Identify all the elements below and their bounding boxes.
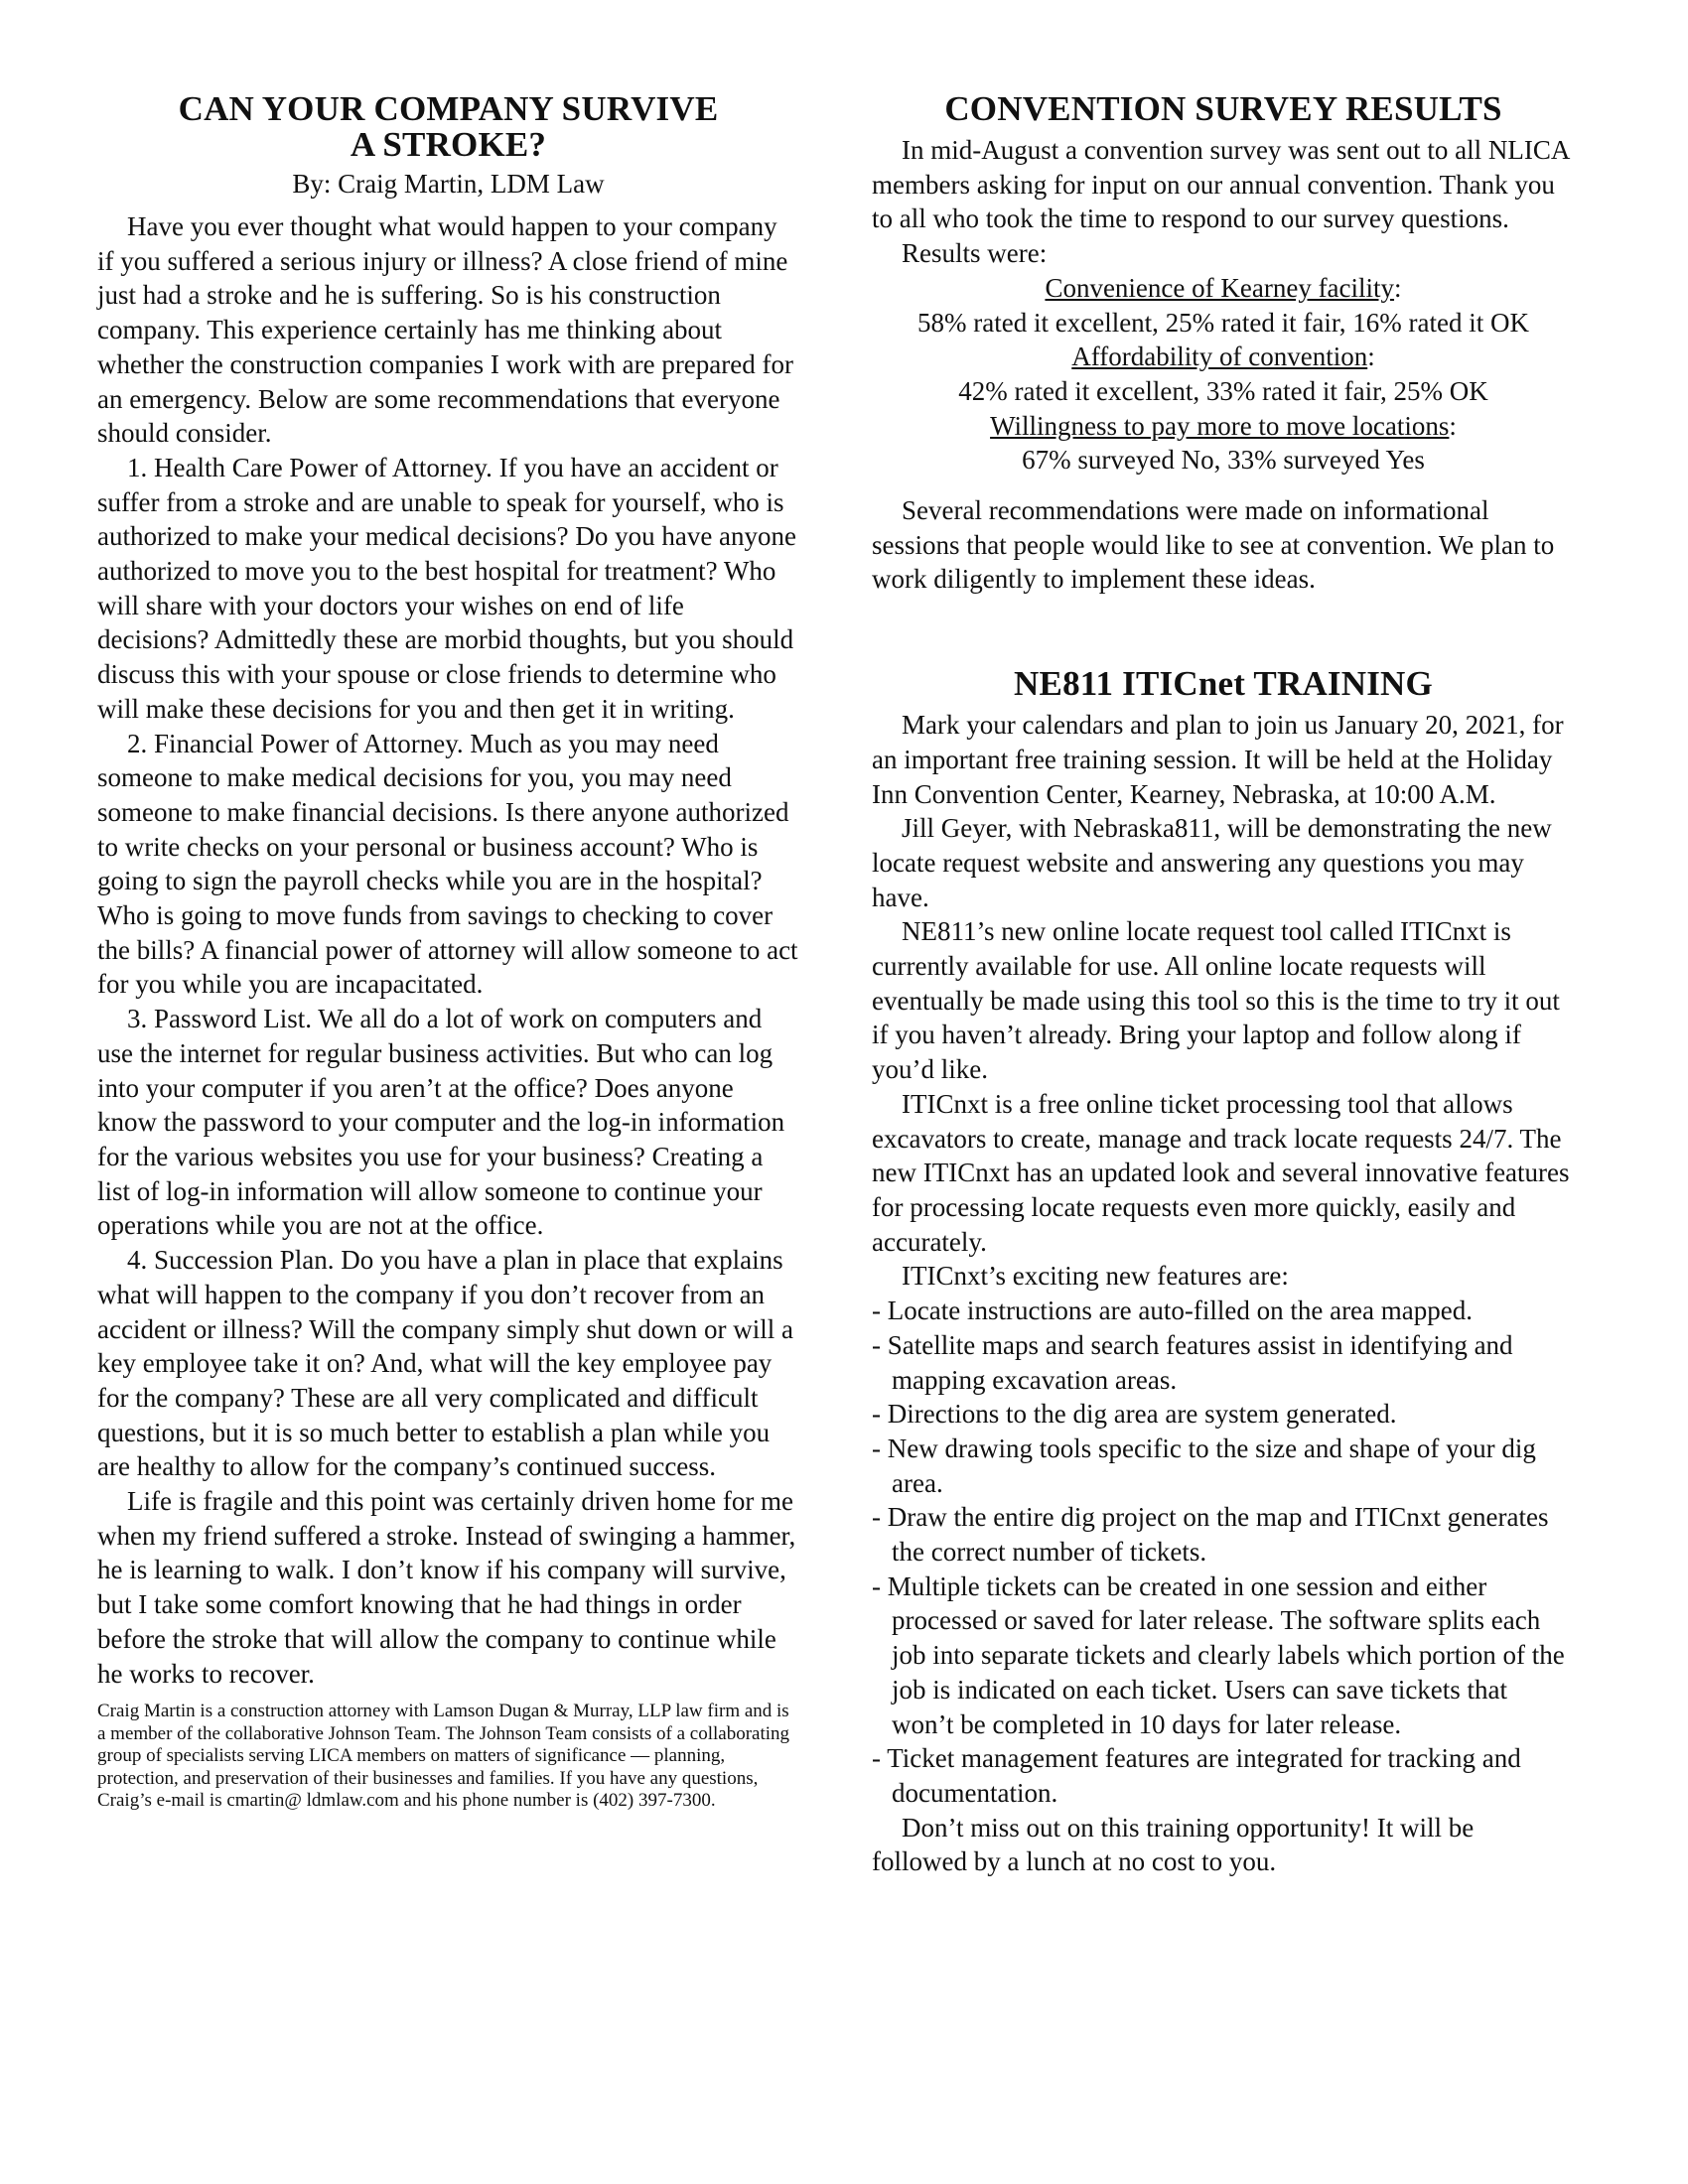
spacer bbox=[872, 597, 1575, 666]
list-item: - Draw the entire dig project on the map and ITICnxt generates the correct number of tickets. bbox=[872, 1502, 1549, 1568]
survey-closing: Several recommendations were made on informational sessions that people would like to see at convention. We plan to work diligently to implement these ideas. bbox=[872, 495, 1555, 595]
training-title: NE811 ITICnet TRAINING bbox=[1014, 664, 1433, 704]
list-item: - Multiple tickets can be created in one session and either processed or saved for later release. The software splits each job into separate tickets and clearly labels which portion of the job is indicated on each ticket. Users can save tickets that won’t be completed in 10 days for later release. bbox=[872, 1570, 1565, 1739]
article-paragraph: 3. Password List. We all do a lot of work on computers and use the internet for regular business activities. But who can log into your computer if you aren’t at the office? Does anyone know the password to your computer and the log-in information for the various websites you use for your business? Creating a list of log-in information will allow someone to continue your operations while you are not at the office. bbox=[97, 1004, 785, 1241]
training-paragraph: ITICnxt’s exciting new features are: bbox=[902, 1261, 1289, 1292]
article-paragraph: Have you ever thought what would happen to your company if you suffered a serious injury or illness? A close friend of mine just had a stroke and he is suffering. So is his construction company. This experience certainly has me thinking about whether the construction companies I work with are prepared for an emergency. Below are some recommendations that everyone should consider. bbox=[97, 211, 793, 449]
article-paragraph: 2. Financial Power of Attorney. Much as you may need someone to make medical decisions for you, you may need someone to make financial decisions. Is there anyone authorized to write checks on your personal or business account? Who is going to sign the payroll checks while you are in the hospital? Who is going to move funds from savings to checking to cover the bills? A financial power of attorney will allow someone to act for you while you are incapacitated. bbox=[97, 728, 798, 1000]
list-item: - Locate instructions are auto-filled on the area mapped. bbox=[872, 1296, 1473, 1326]
training-paragraph: Mark your calendars and plan to join us January 20, 2021, for an important free training session. It will be held at the Holiday Inn Convention Center, Kearney, Nebraska, at 10:00 A.M. bbox=[872, 710, 1564, 809]
training-closing: Don’t miss out on this training opportunity! It will be followed by a lunch at no cost to you. bbox=[872, 1812, 1475, 1877]
article-paragraph: 4. Succession Plan. Do you have a plan in place that explains what will happen to the company if you don’t recover from an accident or illness? Will the company simply shut down or will a key employee take it on? And, what will the key employee pay for the company? These are all very complicated and difficult questions, but it is so much better to establish a plan while you are healthy to allow for the company’s continued success. bbox=[97, 1245, 794, 1482]
article-paragraph: Life is fragile and this point was certainly driven home for me when my friend suffered a stroke. Instead of swinging a hammer, he is learning to walk. I don’t know if his company will survive, but I take some comfort knowing that he had things in order before the stroke that will allow the company to continue while he works to recover. bbox=[97, 1486, 796, 1689]
training-section bbox=[872, 666, 1575, 1879]
survey-title: CONVENTION SURVEY RESULTS bbox=[944, 89, 1502, 128]
features-list bbox=[872, 1294, 1575, 1811]
byline: By: Craig Martin, LDM Law bbox=[292, 169, 605, 199]
list-item: - Ticket management features are integrated for tracking and documentation. bbox=[872, 1743, 1521, 1808]
survey-question-1: Convenience of Kearney facility: bbox=[1045, 272, 1402, 303]
list-item: - New drawing tools specific to the size and shape of your dig area. bbox=[872, 1433, 1536, 1498]
stroke-article bbox=[97, 91, 799, 1813]
list-item: - Directions to the dig area are system generated. bbox=[872, 1399, 1397, 1430]
training-paragraph: ITICnxt is a free online ticket processing tool that allows excavators to create, manage and track locate requests 24/7. The new ITICnxt has an updated look and several innovative features for processing locate requests even more quickly, easily and accurately. bbox=[872, 1088, 1570, 1257]
survey-result-1: 58% rated it excellent, 25% rated it fair, 16% rated it OK bbox=[917, 307, 1529, 338]
survey-question-2: Affordability of convention: bbox=[1071, 341, 1375, 372]
stroke-article-title: CAN YOUR COMPANY SURVIVE A STROKE? bbox=[178, 89, 719, 164]
survey-result-2: 42% rated it excellent, 33% rated it fair, 25% OK bbox=[958, 375, 1488, 406]
spacer bbox=[872, 478, 1575, 493]
right-column bbox=[872, 91, 1575, 1879]
author-footnote: Craig Martin is a construction attorney with Lamson Dugan & Murray, LLP law firm and is a member of the collaborative Johnson Team. The Johnson Team consists of a collaborating group of specialists serving LICA members on matters of significance — planning, protection, and preservation of their businesses and families. If you have any questions, Craig’s e-mail is cmartin@ ldmlaw.com and his phone number is (402) 397-7300. bbox=[97, 1701, 790, 1812]
training-paragraph: Jill Geyer, with Nebraska811, will be demonstrating the new locate request website and answering any questions you may have. bbox=[872, 813, 1552, 912]
article-paragraph: 1. Health Care Power of Attorney. If you have an accident or suffer from a stroke and are unable to speak for yourself, who is authorized to make your medical decisions? Do you have anyone authorized to move you to the best hospital for treatment? Who will share with your doctors your wishes on end of life decisions? Admittedly these are morbid thoughts, but you should discuss this with your spouse or close friends to determine who will make these decisions for you and then get it in writing. bbox=[97, 452, 797, 724]
survey-question-3: Willingness to pay more to move locations: bbox=[990, 410, 1457, 441]
results-label: Results were: bbox=[902, 238, 1048, 269]
list-item: - Satellite maps and search features assist in identifying and mapping excavation areas. bbox=[872, 1329, 1513, 1395]
survey-result-3: 67% surveyed No, 33% surveyed Yes bbox=[1022, 445, 1425, 476]
training-paragraph: NE811’s new online locate request tool called ITICnxt is currently available for use. All online locate requests will eventually be made using this tool so this is the time to try it out if you haven’t already. Bring your laptop and follow along if you’d like. bbox=[872, 916, 1560, 1085]
survey-intro: In mid-August a convention survey was sent out to all NLICA members asking for input on our annual convention. Thank you to all who took the time to respond to our survey questions. bbox=[872, 135, 1569, 234]
survey-section bbox=[872, 91, 1575, 597]
